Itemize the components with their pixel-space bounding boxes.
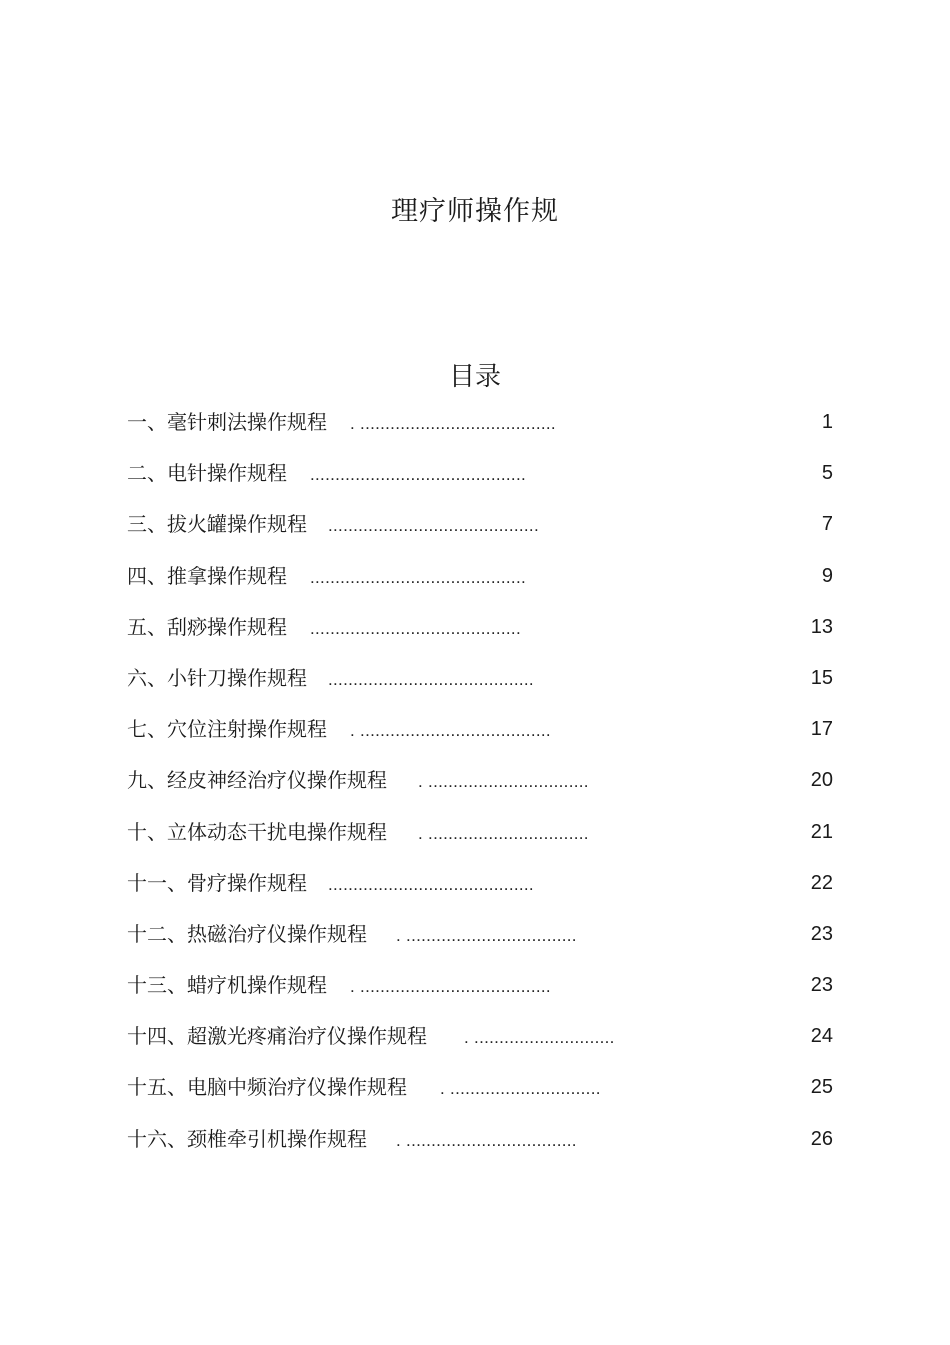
toc-entry-page: 15 bbox=[810, 666, 833, 689]
toc-entry-label: 四、推拿操作规程 bbox=[127, 563, 287, 588]
toc-entry-leader: . .............................. bbox=[440, 1079, 601, 1099]
toc-entry-page: 1 bbox=[821, 411, 833, 433]
toc-entry-15[interactable] bbox=[127, 1120, 833, 1171]
toc-entry-page: 26 bbox=[810, 1127, 833, 1150]
toc-entry-label: 十、立体动态干扰电操作规程 bbox=[127, 819, 387, 844]
toc-entry-leader: . .................................. bbox=[396, 925, 577, 945]
toc-entry-leader: . ...................................... bbox=[350, 721, 551, 741]
toc-entry-10[interactable] bbox=[127, 864, 833, 915]
toc-heading: 目录 bbox=[448, 362, 501, 392]
toc-entry-5[interactable] bbox=[127, 608, 833, 659]
toc-entry-7[interactable] bbox=[127, 710, 833, 761]
toc-entry-page: 25 bbox=[810, 1076, 833, 1099]
toc-entry-label: 十三、蜡疗机操作规程 bbox=[127, 973, 327, 998]
toc-entry-14[interactable] bbox=[127, 1068, 833, 1119]
toc-entry-label: 十四、超激光疼痛治疗仪操作规程 bbox=[127, 1024, 427, 1049]
toc-entry-page: 7 bbox=[821, 513, 833, 536]
toc-entry-page: 5 bbox=[821, 462, 833, 485]
toc-entry-label: 十一、骨疗操作规程 bbox=[127, 870, 307, 895]
toc-entry-9[interactable] bbox=[127, 813, 833, 864]
toc-entry-leader: ......................................... bbox=[328, 874, 534, 894]
toc-entry-6[interactable] bbox=[127, 659, 833, 710]
toc-entry-page: 20 bbox=[810, 769, 833, 792]
toc-entry-label: 三、拔火罐操作规程 bbox=[127, 512, 307, 537]
toc-entry-leader: . ...................................... bbox=[350, 977, 551, 997]
toc-entry-page: 24 bbox=[810, 1025, 833, 1048]
toc-entry-8[interactable] bbox=[127, 761, 833, 812]
toc-entry-page: 23 bbox=[810, 922, 833, 945]
toc-entry-leader: ......................................... bbox=[328, 669, 534, 689]
toc-entry-leader: ........................................... bbox=[310, 465, 526, 485]
toc-entry-page: 17 bbox=[810, 718, 833, 741]
toc-entry-leader: .......................................... bbox=[310, 618, 521, 638]
toc-entry-page: 21 bbox=[810, 820, 833, 843]
toc-entry-label: 九、经皮神经治疗仪操作规程 bbox=[127, 768, 387, 793]
toc-entry-label: 五、刮痧操作规程 bbox=[127, 614, 287, 639]
toc-entry-leader: .......................................... bbox=[328, 516, 539, 536]
toc-entry-label: 十六、颈椎牵引机操作规程 bbox=[127, 1126, 367, 1151]
toc-entry-page: 9 bbox=[821, 564, 833, 587]
toc-entry-leader: . ................................ bbox=[418, 772, 589, 792]
toc-entry-page: 22 bbox=[810, 871, 833, 894]
toc-entry-label: 七、穴位注射操作规程 bbox=[127, 717, 327, 742]
toc-entry-leader: . ....................................... bbox=[350, 414, 556, 433]
toc-entry-11[interactable] bbox=[127, 915, 833, 966]
toc-entry-leader: . ............................ bbox=[464, 1028, 615, 1048]
toc-entry-label: 十二、热磁治疗仪操作规程 bbox=[127, 921, 367, 946]
toc-entry-label: 一、毫针刺法操作规程 bbox=[127, 410, 327, 434]
toc-entry-3[interactable] bbox=[127, 505, 833, 556]
toc-entry-leader: . .................................. bbox=[396, 1130, 577, 1150]
toc-entry-2[interactable] bbox=[127, 454, 833, 505]
toc-entry-1[interactable] bbox=[127, 403, 833, 454]
toc-entry-12[interactable] bbox=[127, 966, 833, 1017]
toc-entry-leader: ........................................... bbox=[310, 567, 526, 587]
toc-entry-4[interactable] bbox=[127, 557, 833, 608]
toc-entry-label: 六、小针刀操作规程 bbox=[127, 665, 307, 690]
toc-entry-13[interactable] bbox=[127, 1017, 833, 1068]
toc-entry-label: 二、电针操作规程 bbox=[127, 461, 287, 486]
toc-entry-page: 13 bbox=[810, 615, 833, 638]
toc-entry-label: 十五、电脑中频治疗仪操作规程 bbox=[127, 1075, 407, 1100]
table-of-contents bbox=[127, 403, 833, 1171]
toc-entry-page: 23 bbox=[810, 974, 833, 997]
toc-entry-leader: . ................................ bbox=[418, 823, 589, 843]
document-title: 理疗师操作规 bbox=[391, 196, 559, 227]
